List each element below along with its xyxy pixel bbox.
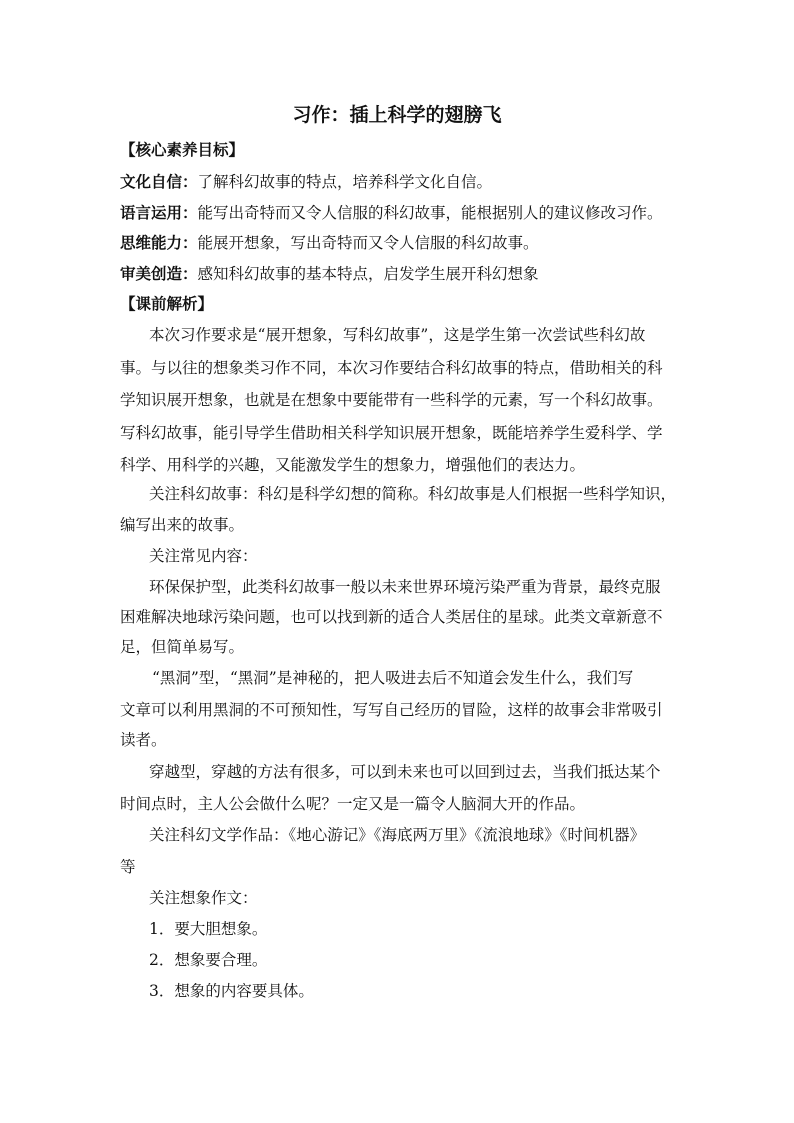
analysis-line: 关注科幻故事：科幻是科学幻想的简称。科幻故事是人们根据一些科学知识， bbox=[149, 485, 677, 503]
goal-language-use bbox=[120, 203, 690, 223]
analysis-line: 编写出来的故事。 bbox=[120, 516, 245, 534]
analysis-line: 穿越型，穿越的方法有很多，可以到未来也可以回到过去，当我们抵达某个 bbox=[149, 763, 661, 781]
analysis-line: “黑洞”型，“黑洞”是神秘的，把人吸进去后不知道会发生什么，我们写 bbox=[152, 669, 634, 687]
goal-aesthetic-creation bbox=[120, 264, 690, 284]
analysis-line: 事。与以往的想象类习作不同，本次习作要结合科幻故事的特点，借助相关的科 bbox=[120, 359, 663, 377]
goal-text: 感知科幻故事的基本特点，启发学生展开科幻想象 bbox=[197, 265, 539, 283]
list-item: 1．要大胆想象。 bbox=[149, 920, 268, 938]
analysis-line: 时间点时，主人公会做什么呢？一定又是一篇令人脑洞大开的作品。 bbox=[120, 795, 586, 813]
goal-text: 了解科幻故事的特点，培养科学文化自信。 bbox=[197, 173, 493, 191]
analysis-line: 环保保护型，此类科幻故事一般以未来世界环境污染严重为背景，最终克服 bbox=[149, 578, 661, 596]
analysis-line: 困难解决地球污染问题，也可以找到新的适合人类居住的星球。此类文章新意不 bbox=[120, 608, 663, 626]
goal-label: 语言运用： bbox=[120, 204, 198, 222]
analysis-line: 文章可以利用黑洞的不可预知性，写写自己经历的冒险，这样的故事会非常吸引 bbox=[120, 701, 663, 719]
analysis-line: 足，但简单易写。 bbox=[120, 638, 245, 656]
analysis-line: 读者。 bbox=[120, 731, 167, 749]
goal-text: 能写出奇特而又令人信服的科幻故事，能根据别人的建议修改习作。 bbox=[197, 204, 663, 222]
goal-thinking-ability bbox=[120, 233, 690, 253]
goal-label: 审美创造： bbox=[120, 265, 198, 283]
goal-cultural-confidence bbox=[120, 172, 690, 192]
analysis-line: 关注科幻文学作品：《地心游记》《海底两万里》《流浪地球》《时间机器》 bbox=[149, 826, 646, 844]
analysis-line: 等 bbox=[120, 858, 136, 876]
goal-label: 思维能力： bbox=[120, 234, 198, 252]
document-title: 习作：插上科学的翅膀飞 bbox=[292, 104, 502, 126]
analysis-line: 学知识展开想象，也就是在想象中要能带有一些科学的元素，写一个科幻故事。 bbox=[120, 391, 663, 409]
list-item: 3．想象的内容要具体。 bbox=[149, 982, 314, 1000]
analysis-line: 关注常见内容： bbox=[149, 547, 258, 565]
analysis-heading: 【课前解析】 bbox=[120, 295, 214, 313]
analysis-line: 科学、用科学的兴趣，又能激发学生的想象力，增强他们的表达力。 bbox=[120, 456, 586, 474]
analysis-line: 关注想象作文： bbox=[149, 889, 258, 907]
analysis-line: 写科幻故事，能引导学生借助相关科学知识展开想象，既能培养学生爱科学、学 bbox=[120, 424, 663, 442]
goal-label: 文化自信： bbox=[120, 173, 198, 191]
goal-text: 能展开想象，写出奇特而又令人信服的科幻故事。 bbox=[197, 234, 539, 252]
core-goals-heading: 【核心素养目标】 bbox=[120, 141, 245, 159]
list-item: 2．想象要合理。 bbox=[149, 951, 268, 969]
analysis-line: 本次习作要求是“展开想象，写科幻故事”，这是学生第一次尝试些科幻故 bbox=[149, 326, 646, 344]
